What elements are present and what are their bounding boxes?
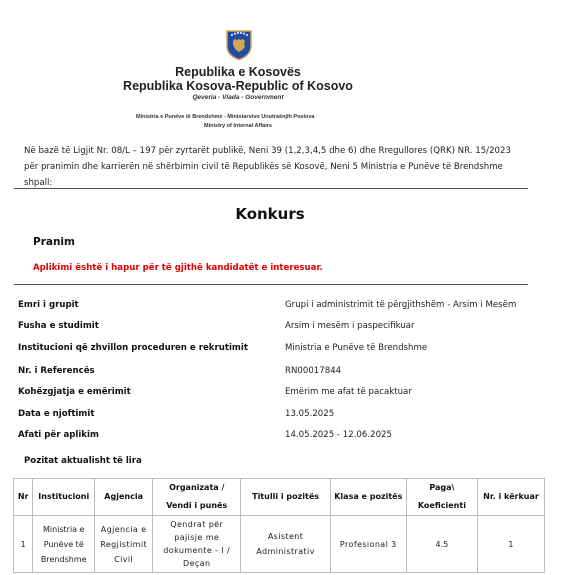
legal-basis-line: Në bazë të Ligjit Nr. 08/L – 197 për zyrtarët publikë, Neni 39 (1,2,3,4,5 dhe 6) dhe Rregullores (QRK) NR. 15/2023 — [24, 146, 511, 156]
column-header-organization-line: Vendi i punës — [166, 501, 228, 510]
reference-number-value: RN00017844 — [285, 366, 342, 376]
cell-position-class: Profesional 3 — [330, 516, 406, 573]
announcement-date-label: Data e njoftimit — [18, 409, 95, 419]
reference-number-label: Nr. i Referencës — [18, 366, 95, 376]
cell-line: Agjencia e — [100, 524, 147, 534]
column-header-organization-line: Organizata / — [169, 483, 225, 492]
cell-line: Brendshme — [40, 554, 87, 564]
header-republic-albanian: Republika e Kosovës — [175, 65, 301, 79]
cell-line: pajisje me — [174, 533, 220, 542]
announcement-type: Pranim — [33, 236, 75, 248]
header-republic-serbian-english: Republika Kosova-Republic of Kosovo — [123, 79, 353, 93]
cell-nr: 1 — [14, 516, 33, 573]
column-header-organization — [153, 479, 241, 516]
header-government: Qeveria - Vlada - Government — [192, 94, 284, 101]
eligibility-notice: Aplikimi është i hapur për të gjithë kandidatët e interesuar. — [33, 263, 323, 273]
application-deadline-value: 14.05.2025 - 12.06.2025 — [285, 430, 392, 440]
group-name-label: Emri i grupit — [18, 300, 79, 310]
column-header-position-class: Klasa e pozitës — [330, 479, 406, 516]
cell-line: Deçan — [183, 559, 211, 568]
cell-required-count: 1 — [477, 516, 544, 573]
page-title: Konkurs — [235, 205, 305, 223]
column-header-required-count: Nr. i kërkuar — [477, 479, 544, 516]
table-header-row — [14, 479, 545, 516]
cell-line: Asistent — [267, 532, 304, 541]
appointment-duration-value: Emërim me afat të pacaktuar — [285, 387, 412, 397]
field-of-study-label: Fusha e studimit — [18, 321, 99, 331]
group-name-value: Grupi i administrimit të përgjithshëm - Arsim i Mesëm — [285, 300, 517, 310]
column-header-salary-line: Koeficienti — [417, 501, 466, 510]
appointment-duration-label: Kohëzgjatja e emërimit — [18, 387, 131, 397]
positions-table — [13, 478, 545, 573]
cell-agency — [95, 516, 153, 573]
ministry-name-english: Ministry of Internal Affairs — [204, 123, 272, 129]
column-header-agency: Agjencia — [95, 479, 153, 516]
cell-line: Punëve të — [43, 539, 84, 549]
recruiting-institution-value: Ministria e Punëve të Brendshme — [285, 343, 428, 353]
open-positions-heading: Pozitat aktualisht të lira — [24, 456, 142, 466]
column-header-institution: Institucioni — [33, 479, 95, 516]
column-header-salary-line: Paga\ — [429, 483, 455, 492]
legal-basis-line: shpall: — [24, 178, 53, 188]
cell-organization — [153, 516, 241, 573]
cell-line: Regjistimit — [100, 539, 147, 549]
column-header-position-title: Titulli i pozitës — [241, 479, 330, 516]
column-header-salary — [406, 479, 477, 516]
legal-basis-text — [24, 143, 524, 191]
cell-line: dokumente - I / — [163, 546, 231, 555]
cell-position-title — [241, 516, 330, 573]
divider — [14, 188, 528, 189]
kosovo-coat-of-arms-icon — [226, 30, 252, 60]
divider — [14, 284, 528, 285]
legal-basis-line: për pranimin dhe karrierën në shërbimin civil të Republikës së Kosovë, Neni 5 Ministria e Punëve të Brendshme — [24, 162, 503, 172]
table-row — [14, 516, 545, 573]
cell-line: Administrativ — [256, 547, 315, 556]
recruiting-institution-label: Institucioni që zhvillon proceduren e rekrutimit — [18, 343, 248, 353]
cell-line: Ministria e — [42, 524, 85, 534]
announcement-date-value: 13.05.2025 — [285, 409, 335, 419]
cell-salary: 4.5 — [406, 516, 477, 573]
cell-line: Qendrat për — [170, 520, 224, 529]
application-deadline-label: Afati për aplikim — [18, 430, 99, 440]
cell-line: Civil — [114, 554, 134, 564]
field-of-study-value: Arsim i mesëm i paspecifikuar — [285, 321, 415, 331]
ministry-name: Ministria e Punëve të Brendshme - Ministarstvo Unutrašnjih Poslova — [136, 114, 315, 120]
column-header-nr: Nr — [14, 479, 33, 516]
cell-institution — [33, 516, 95, 573]
